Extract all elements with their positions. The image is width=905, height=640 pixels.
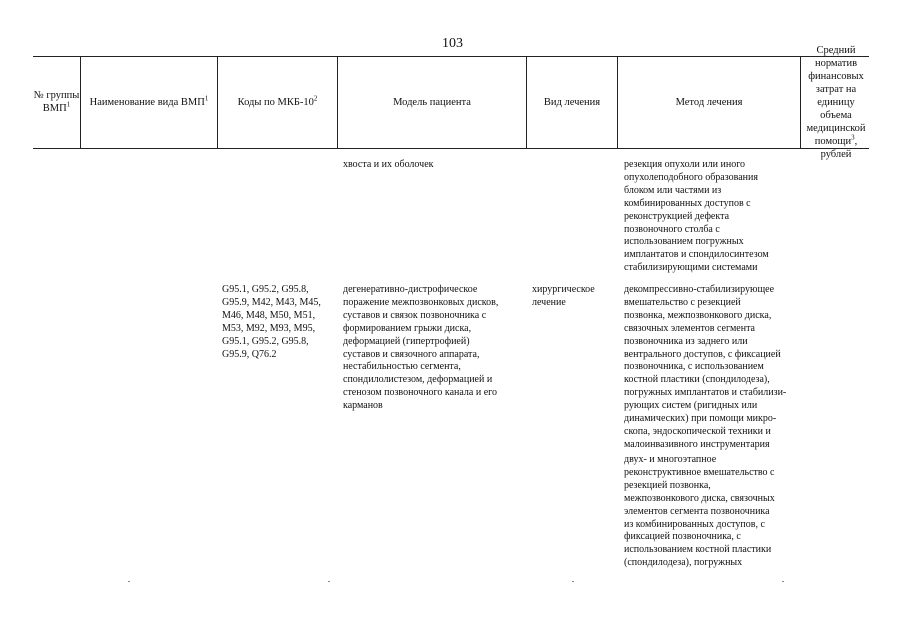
treatment-method-cell: двух- и многоэтапное реконструктивное вмешательство с резекцией позвонка, межпозвонкового диска, связочных элементов сегмента позвоночника из комбинированных доступов, с фиксацией позвоночника, с использованием костной пластики (спондилодеза), погружных: [624, 454, 775, 569]
scan-mark: [572, 581, 574, 582]
scan-mark: [782, 581, 784, 582]
treatment-method-cell: декомпрессивно-стабилизирующее вмешательство с резекцией позвонка, межпозвонкового диска, связочных элементов сегмента позвоночника из заднего или вентрального доступов, с фиксацией позвоночника, с использованием костной пластики (спондилодеза), погружных имплантатов и стабилизи- рующих систем (ригидных или динамических) при помощи микро- скопа, эндоскопической техники и малоинвазивного инструментария: [624, 284, 787, 450]
header-cost-standard: Средний норматив финансовых затрат на единицу объема медицинской помощи$^3$, рублей: [806, 44, 866, 160]
header-patient-model: Модель пациента: [393, 96, 471, 108]
scan-mark: [128, 581, 130, 582]
patient-model-cell: хвоста и их оболочек: [343, 159, 434, 170]
icd-codes-cell: G95.1, G95.2, G95.8, G95.9, M42, M43, M45, M46, M48, M50, M51, M53, M92, M93, M95, G95.1, G95.2, G95.8, G95.9, Q76.2: [222, 284, 321, 360]
header-vmp-name: Наименование вида ВМП$^1$: [89, 94, 209, 108]
header-bottom-rule: [33, 148, 869, 149]
page-number: 103: [442, 36, 463, 51]
treatment-type-cell: хирургическое лечение: [532, 284, 595, 308]
header-treatment-method: Метод лечения: [675, 96, 743, 108]
treatment-method-cell: резекция опухоли или иного опухолеподобного образования блоком или частями из комбинированных доступов с реконструкцией дефекта позвоночного столба с использованием погружных имплантатов и спондилосинтезом стабилизирующими системами: [624, 159, 769, 274]
patient-model-cell: дегенеративно-дистрофическое поражение межпозвонковых дисков, суставов и связок позвоночника с формированием грыжи диска, деформацией (гипертрофией) суставов и связочного аппарата, нестабильностью сегмента, спондилолистезом, деформацией и стенозом позвоночного канала и его карманов: [343, 284, 499, 412]
header-icd-codes: Коды по МКБ-$10^2$: [237, 94, 318, 108]
header-treatment-type: Вид лечения: [543, 96, 601, 108]
scan-mark: [328, 581, 330, 582]
header-group-no: № группы ВМП$^1$: [33, 90, 80, 114]
